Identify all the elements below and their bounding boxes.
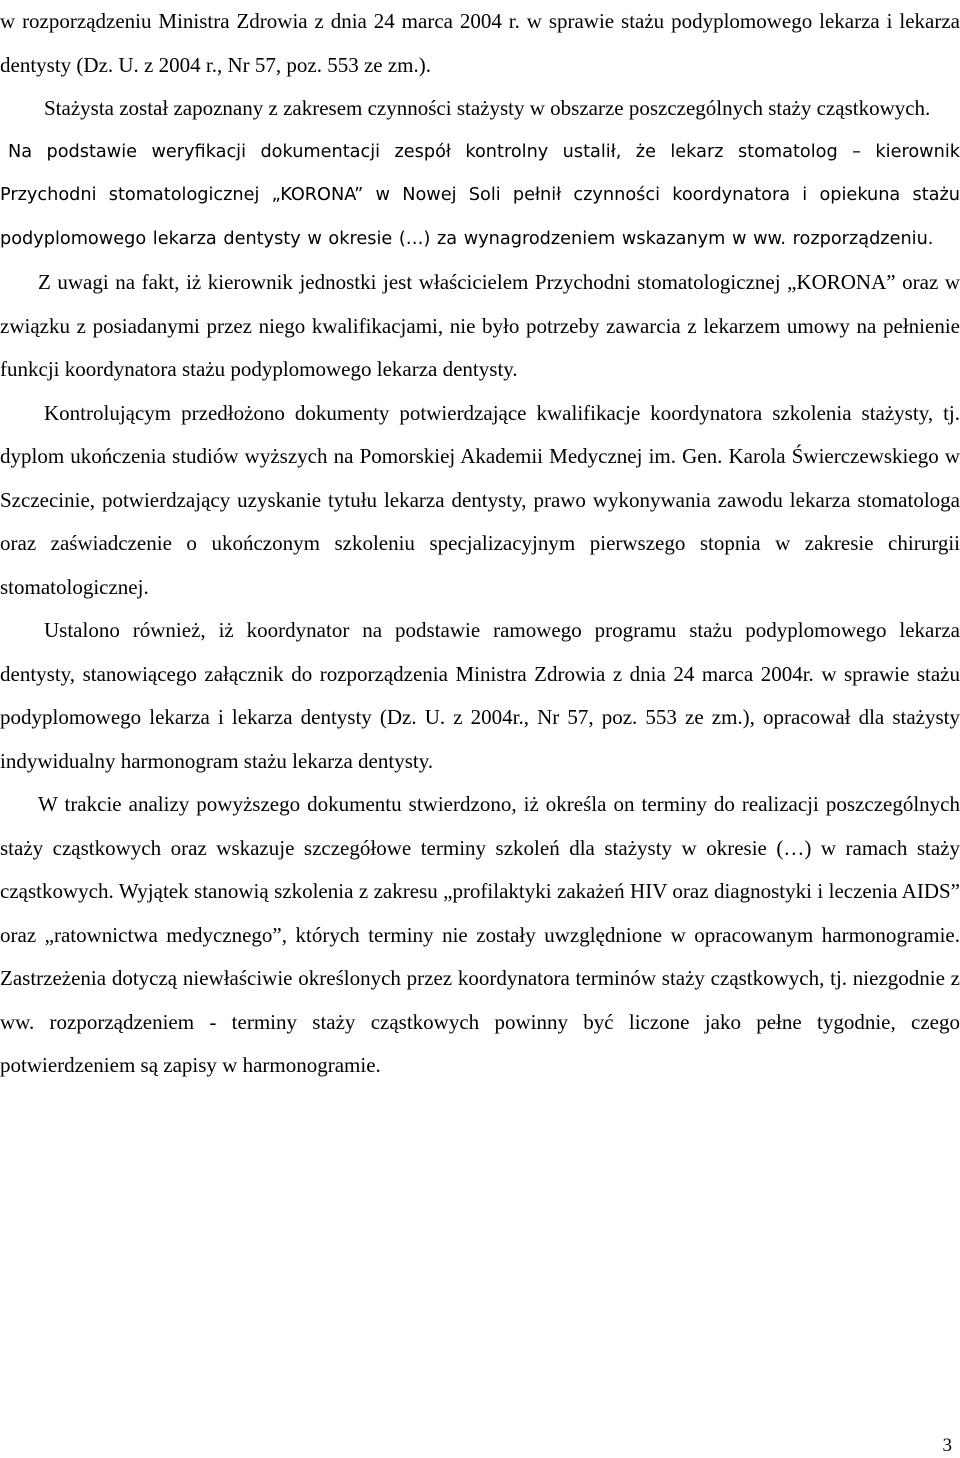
page-number: 3	[942, 1435, 952, 1456]
paragraph-coordinator-findings: Na podstawie weryfikacji dokumentacji zespół kontrolny ustalił, że lekarz stomatolog – kierownik Przychodni stomatologicznej „KORONA” w Nowej Soli pełnił czynności koordynatora i opiekuna stażu podyplomowego lekarza dentysty w okresie (…) za wynagrodzeniem wskazanym w ww. rozporządzeniu.	[0, 141, 960, 249]
paragraph-schedule-analysis: W trakcie analizy powyższego dokumentu stwierdzono, iż określa on terminy do realizacji poszczególnych staży cząstkowych oraz wskazuje szczegółowe terminy szkoleń dla stażysty w okresie (…) w ramach staży cząstkowych. Wyjątek stanowią szkolenia z zakresu „profilaktyki zakażeń HIV oraz diagnostyki i leczenia AIDS” oraz „ratownictwa medycznego”, których terminy nie zostały uwzględnione w opracowanym harmonogramie. Zastrzeżenia dotyczą niewłaściwie określonych przez koordynatora terminów staży cząstkowych, tj. niezgodnie z ww. rozporządzeniem - terminy staży cząstkowych powinny być liczone jako pełne tygodnie, czego potwierdzeniem są zapisy w harmonogramie.	[0, 792, 960, 1077]
paragraph-documents-submitted: Kontrolującym przedłożono dokumenty potwierdzające kwalifikacje koordynatora szkolenia stażysty, tj. dyplom ukończenia studiów wyższych na Pomorskiej Akademii Medycznej im. Gen. Karola Świerczewskiego w Szczecinie, potwierdzający uzyskanie tytułu lekarza dentysty, prawo wykonywania zawodu lekarza stomatologa oraz zaświadczenie o ukończonym szkoleniu specjalizacyjnym pierwszego stopnia w zakresie chirurgii stomatologicznej.	[0, 400, 960, 599]
paragraph-intern-scope: Stażysta został zapoznany z zakresem czynności stażysty w obszarze poszczególnych staży cząstkowych.	[44, 96, 931, 120]
paragraph-schedule-prepared: Ustalono również, iż koordynator na podstawie ramowego programu stażu podyplomowego lekarza dentysty, stanowiącego załącznik do rozporządzenia Ministra Zdrowia z dnia 24 marca 2004r. w sprawie stażu podyplomowego lekarza i lekarza dentysty (Dz. U. z 2004r., Nr 57, poz. 553 ze zm.), opracował dla stażysty indywidualny harmonogram stażu lekarza dentysty.	[0, 618, 960, 773]
paragraph-owner-qualifications: Z uwagi na fakt, iż kierownik jednostki jest właścicielem Przychodni stomatologicznej „KORONA” oraz w związku z posiadanymi przez niego kwalifikacjami, nie było potrzeby zawarcia z lekarzem umowy na pełnienie funkcji koordynatora stażu podyplomowego lekarza dentysty.	[0, 270, 960, 381]
paragraph-regulation-reference: w rozporządzeniu Ministra Zdrowia z dnia 24 marca 2004 r. w sprawie stażu podyplomowego lekarza i lekarza dentysty (Dz. U. z 2004 r., Nr 57, poz. 553 ze zm.).	[0, 9, 960, 77]
